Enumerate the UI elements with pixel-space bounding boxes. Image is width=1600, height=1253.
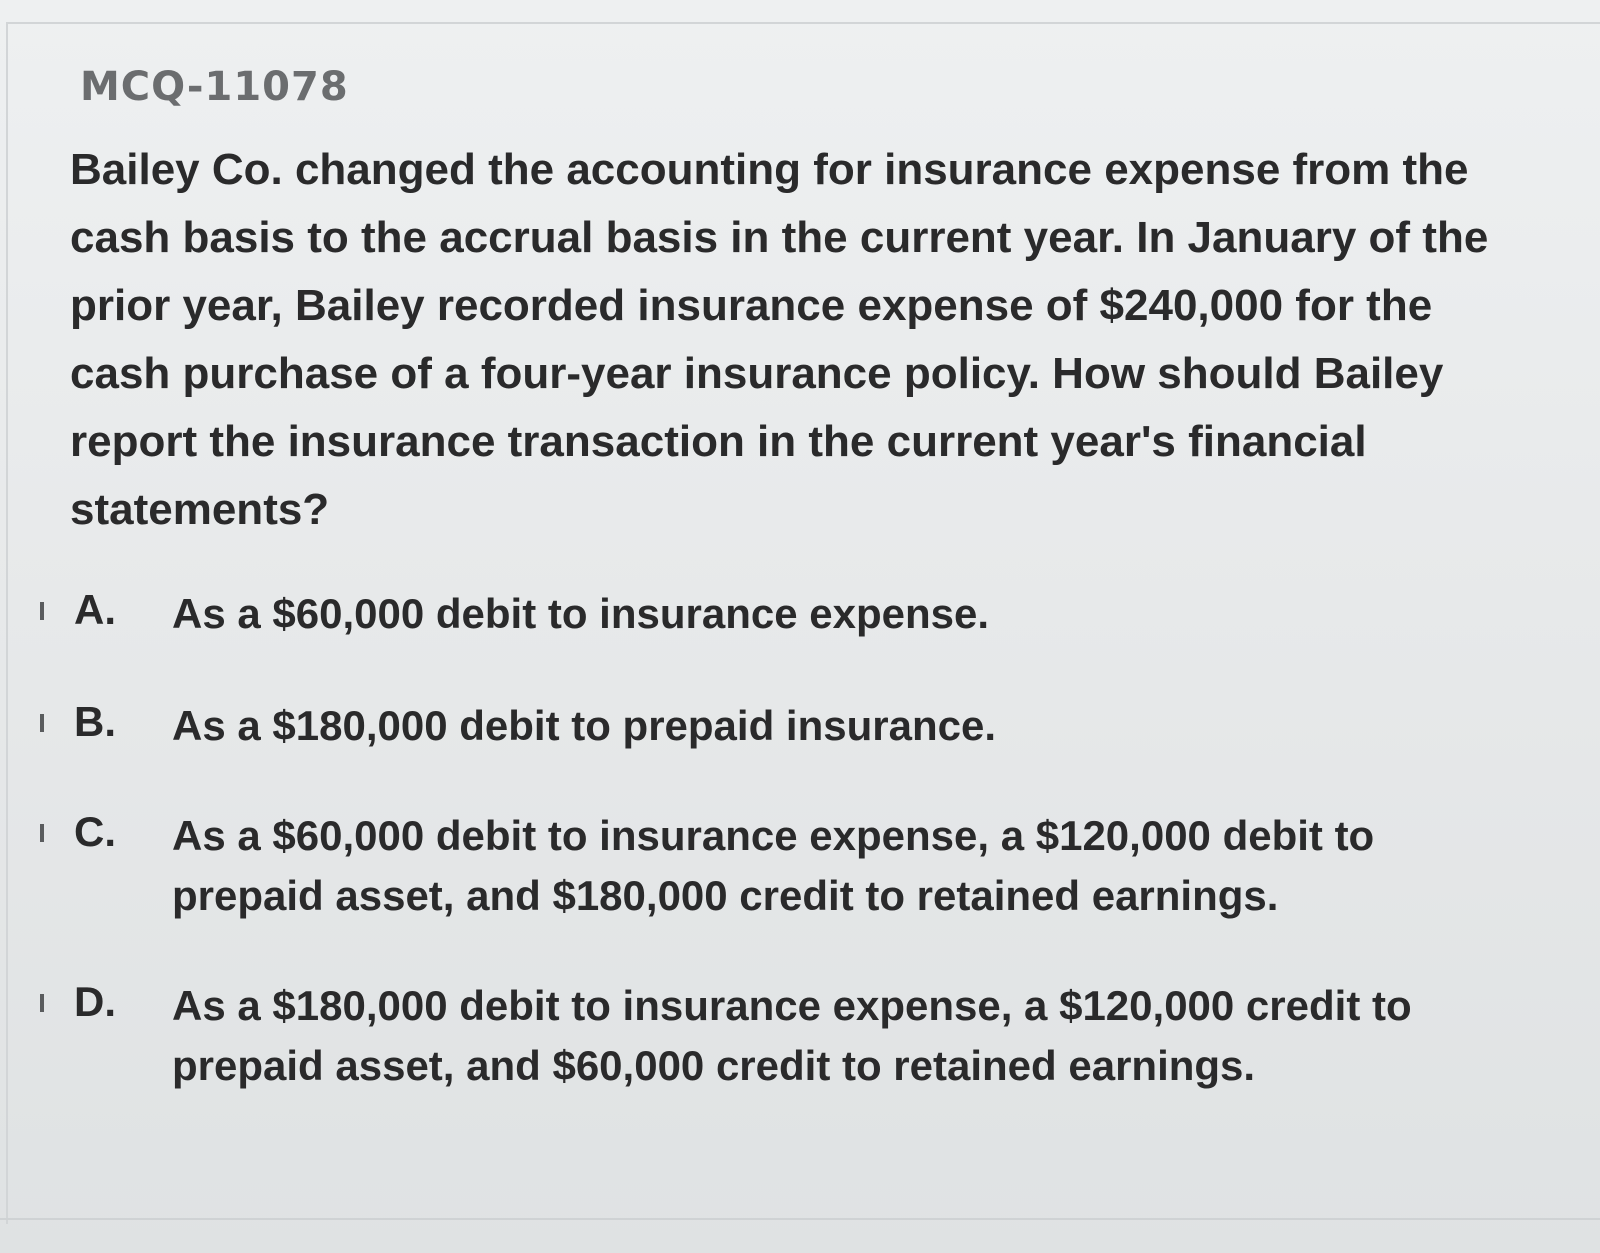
option-marker-icon [40, 824, 44, 842]
option-marker-icon [40, 602, 44, 620]
option-letter: B. [74, 698, 116, 745]
option-text: As a $60,000 debit to insurance expense, a $120,000 debit to prepaid asset, and $180,000 credit to retained earnings. [172, 812, 1375, 919]
option-marker-icon [40, 994, 44, 1012]
option-marker-icon [40, 714, 44, 732]
question-id: MCQ-11078 [80, 64, 349, 110]
option-letter: A. [74, 586, 116, 633]
option-text: As a $60,000 debit to insurance expense. [172, 590, 990, 637]
option-text: As a $180,000 debit to prepaid insurance. [172, 702, 996, 749]
panel-divider [0, 1218, 1600, 1220]
option-text: As a $180,000 debit to insurance expense, a $120,000 credit to prepaid asset, and $60,000 credit to retained earnings. [172, 982, 1412, 1089]
question-stem: Bailey Co. changed the accounting for insurance expense from the cash basis to the accrual basis in the current year. In January of the prior year, Bailey recorded insurance expense of $240,000 for the cash purchase of a four-year insurance policy. How should Bailey report the insurance transaction in the current year's financial statements? [70, 145, 1489, 534]
option-letter: C. [74, 808, 116, 855]
option-letter: D. [74, 978, 116, 1025]
